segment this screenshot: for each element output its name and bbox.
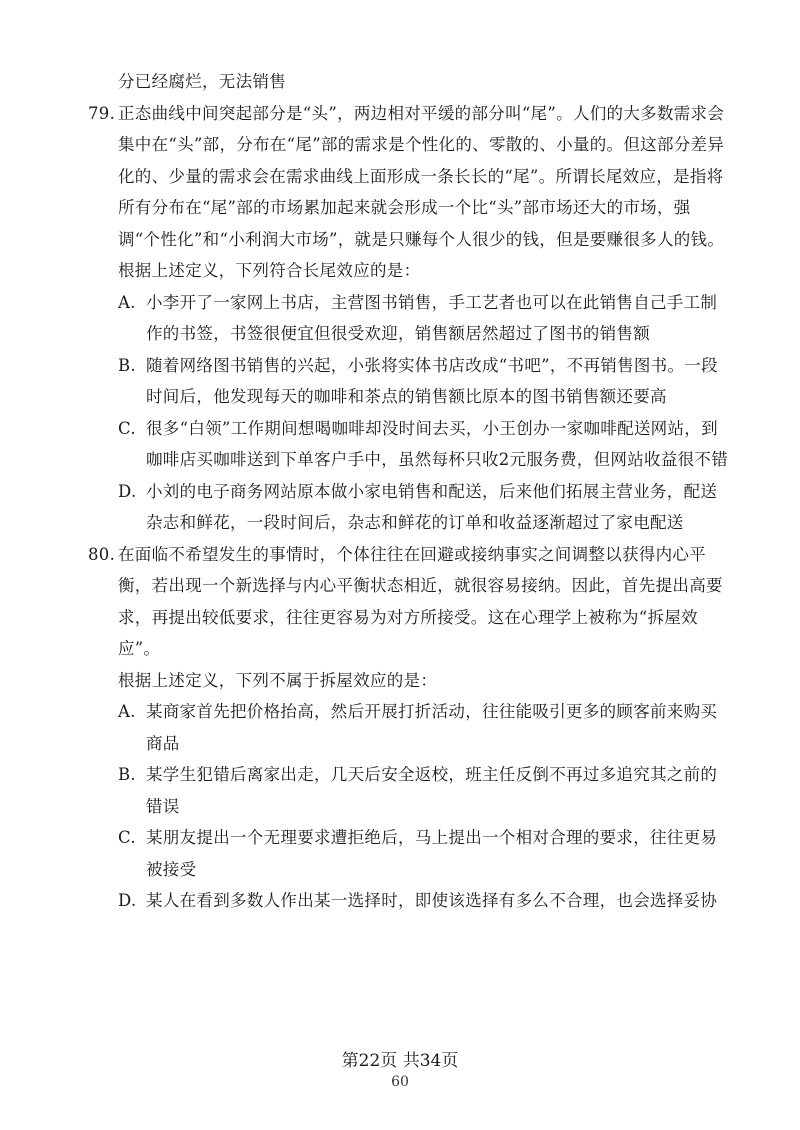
question-stem [88, 98, 728, 256]
option-d [88, 885, 728, 917]
question-number: 79. [88, 103, 116, 123]
question-number: 80. [88, 544, 116, 564]
option-label: C. [118, 418, 136, 438]
page-indicator: 第22页 共34页 [341, 1051, 459, 1071]
option-label: A. [118, 702, 136, 721]
option-label: B. [118, 765, 136, 784]
question-stem [88, 539, 728, 665]
option-text: 小刘的电子商务网站原本做小家电销售和配送，后来他们拓展主营业务，配送杂志和鲜花，一段时间后，杂志和鲜花的订单和收益逐渐超过了家电配送 [146, 481, 718, 532]
option-label: D. [118, 891, 137, 910]
option-b [88, 350, 728, 413]
option-text: 某学生犯错后离家出走，几天后安全返校，班主任反倒不再过多追究其之前的错误 [146, 765, 718, 816]
option-label: B. [118, 355, 136, 375]
question-prompt: 根据上述定义，下列符合长尾效应的是： [118, 261, 421, 280]
option-a [88, 696, 728, 759]
option-c [88, 413, 728, 476]
question-79 [88, 98, 728, 539]
option-text: 很多“白领”工作期间想喝咖啡却没时间去买，小王创办一家咖啡配送网站，到咖啡店买咖啡送到下单客户手中，虽然每杯只收2元服务费，但网站收益很不错 [146, 418, 728, 469]
option-label: C. [118, 828, 136, 847]
question-text: 在面临不希望发生的事情时，个体往往在回避或接纳事实之间调整以获得内心平衡，若出现一个新选择与内心平衡状态相近，就很容易接纳。因此，首先提出高要求，再提出较低要求，往往更容易为对方所接受。这在心理学上被称为“拆屋效应”。 [118, 544, 723, 658]
option-text: 某人在看到多数人作出某一选择时，即使该选择有多么不合理，也会选择妥协 [146, 891, 718, 910]
page-number: 60 [391, 1074, 409, 1090]
question-prompt: 根据上述定义，下列不属于拆屋效应的是： [118, 670, 438, 690]
question-80 [88, 539, 728, 917]
option-label: A. [118, 292, 136, 312]
question-text: 正态曲线中间突起部分是“头”，两边相对平缓的部分叫“尾”。人们的大多数需求会集中在“头”部，分布在“尾”部的需求是个性化的、零散的、小量的。但这部分差异化的、少量的需求会在需求曲线上面形成一条长长的“尾”。所谓长尾效应，是指将所有分布在“尾”部的市场累加起来就会形成一个比“头”部市场还大的市场，强调“个性化”和“小利润大市场”，就是只赚每个人很少的钱，但是要赚很多人的钱。 [118, 103, 725, 249]
option-c [88, 822, 728, 885]
option-d [88, 476, 728, 539]
option-a [88, 287, 728, 350]
option-text: 小李开了一家网上书店，主营图书销售，手工艺者也可以在此销售自己手工制作的书签，书签很便宜但很受欢迎，销售额居然超过了图书的销售额 [146, 292, 718, 343]
option-text: 某商家首先把价格抬高，然后开展打折活动，往往能吸引更多的顾客前来购买商品 [146, 702, 718, 753]
option-text: 随着网络图书销售的兴起，小张将实体书店改成“书吧”，不再销售图书。一段时间后，他发现每天的咖啡和茶点的销售额比原本的图书销售额还要高 [146, 355, 718, 406]
option-b [88, 759, 728, 822]
option-label: D. [118, 481, 137, 501]
page-content [88, 66, 728, 917]
option-text: 某朋友提出一个无理要求遭拒绝后，马上提出一个相对合理的要求，往往更易被接受 [146, 828, 718, 879]
previous-option-continuation: 分已经腐烂，无法销售 [118, 72, 286, 91]
